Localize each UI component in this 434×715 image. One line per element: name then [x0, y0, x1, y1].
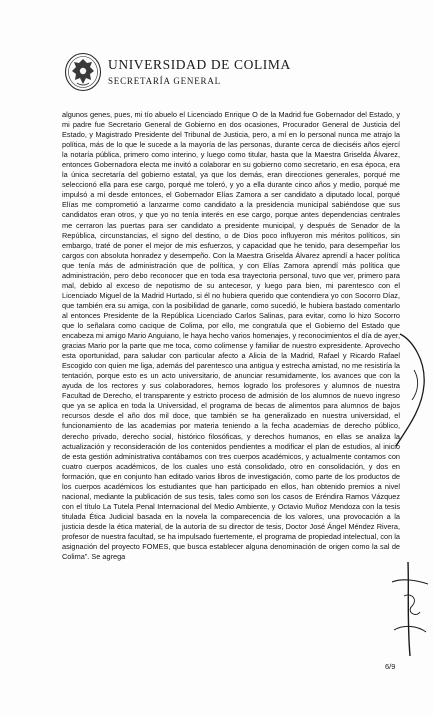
- university-seal-icon: [64, 52, 102, 92]
- page-number: 6/9: [385, 662, 396, 671]
- signature-mark: [388, 560, 432, 660]
- institution-name: UNIVERSIDAD DE COLIMA: [108, 57, 291, 72]
- department-name: SECRETARÍA GENERAL: [108, 76, 221, 86]
- letterhead: [64, 52, 314, 94]
- body-paragraph: algunos genes, pues, mi tío abuelo el Licenciado Enrique O de la Madrid fue Gobernador del Estado, y mi padre fue Secretario General de Gobierno en dos ocasiones, Procurador General de Justicia del Estado, y Magistrado Presidente del Tribunal de Justicia, pero, a mí en lo personal nunca me atrajo la política, más de lo que le sucede a la mayoría de las personas, durante cerca de dieciséis años ejercí la notaría pública, primero como interino, y luego como titular, hasta que la Maestra Griselda Álvarez, entonces Gobernadora electa me invitó a colaborar en su gobierno como secretario, en esa época, era la única secretaría del gobierno estatal, ya que los demás, eran direcciones generales, porqué me seleccionó ella para ese cargo, porqué me toleró, y yo a ella durante cinco años y medio, porqué me impulsó a mí desde entonces, el Gobernador Elías Zamora a ser candidato a diputado local, porqué Elías me comprometió a lanzarme como candidato a la presidencia municipal sabiéndose que sus candidatos eran otros, y que yo no tenía interés en ese cargo, porque antes dependencias centrales me cerraron las puertas para ser candidato a presidente municipal, y después de Senador de la República, circunstancias, el signo del destino, o de Dios poco influyeron mis méritos políticos, sin embargo, traté de poner el mejor de mis esfuerzos, y capacidad que he tenido, para desempeñar los cargos con absoluta honradez y desempeño. Con la Maestra Griselda Álvarez aprendí a hacer política que tenía más de administración que de política, y con Elías Zamora aprendí más política que administración, pero debo reconocer que en toda esa trayectoria personal, tuvo que ver, primero para mal, debido al exceso de nepotismo de su antecesor, y luego para bien, mi parentesco con el Licenciado Miguel de la Madrid Hurtado, si él no hubiera querido que contendiera yo con Socorro Díaz, que también era su amiga, con la posibilidad de ganarle, como sucedió, le hubiera bastado comentarlo al entonces Presidente de la República Licenciado Carlos Salinas, para evitar, como lo hizo Socorro que lo señalara como cacique de Colima, por ello, me congratula que el Gobierno del Estado que encabeza mi amigo Mario Anguiano, le haya hecho varios homenajes, y reconocimientos el día de ayer, gracias Mario por la parte que me toca, como colimense y familiar de nuestro expresidente. Aprovecho esta oportunidad, para saludar con particular afecto a Alicia de la Madrid, Rafael y Ricardo Rafael Escogido con quien me liga, además del parentesco una antigua y estrecha amistad, no me resistiría la tentación, porque esto es un acto universitario, de anunciar resumidamente, los avances que con la ayuda de los rectores y sus colaboradores, hemos logrado los profesores y alumnos de nuestra Facultad de Derecho, el transparente y estricto proceso de admisión de los alumnos de nuevo ingreso que ya se aplica en toda la Universidad, el programa de becas de alimentos para alumnos de bajos recursos desde el año dos mil doce, que también se ha generalizado en nuestra universidad, el funcionamiento de las academias por materia teniendo a la fecha academias de derecho público, derecho privado, derecho social, histórico filosóficas, y derechos humanos, en ellas se analiza la actualización y reconsideración de los contenidos pendientes a modificar el plan de estudios, al inicio de esta gestión administrativa contábamos con tres cuerpos académicos, y actualmente contamos con cuatro cuerpos académicos, de los cuales uno está consolidado, otro en consolidación, y dos en formación, que en conjunto han editado varios libros de investigación, como parte de los productos de los cuerpos académicos los estudiantes que han participado en ellos, han obtenido premios a nivel nacional, mediante la publicación de sus tesis, tales como son los casos de Eréndira Ramos Vázquez con el título La Tutela Penal Internacional del Medio Ambiente, y Octavio Muñoz Mendoza con la tesis titulada Ética Judicial basada en la novela la comparecencia de los valores, una provocación a la justicia desde la ética material, de la autoría de su director de tesis, Doctor José Ángel Méndez Rivera, profesor de nuestra facultad, se ha impulsado fuertemente, el programa de propiedad intelectual, con la asignación del proyecto FOMES, que busca establecer alguna denominación de origen como la sal de Colima”. Se agrega: [62, 110, 400, 562]
